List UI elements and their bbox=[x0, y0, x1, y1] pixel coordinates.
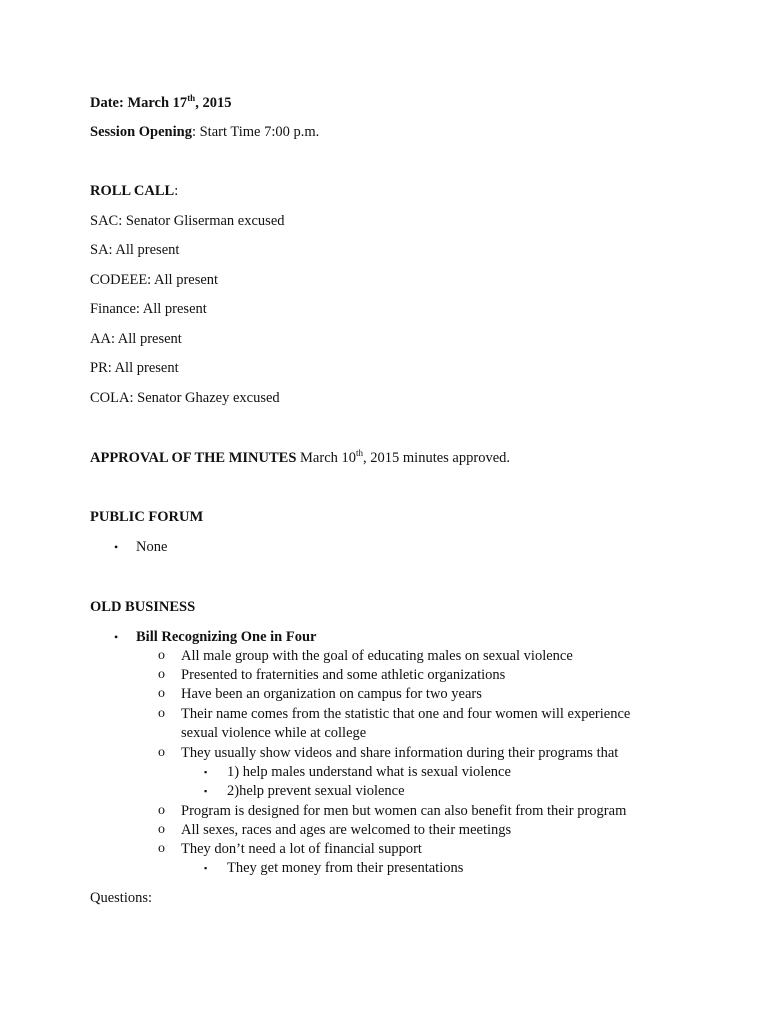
roll-call-entry: SA: All present bbox=[90, 242, 180, 258]
bill-point: They usually show videos and share information during their programs that bbox=[181, 745, 619, 761]
old-business-heading: OLD BUSINESS bbox=[90, 599, 196, 615]
questions-label: Questions: bbox=[90, 890, 153, 906]
session-label: Session Opening bbox=[90, 124, 192, 140]
date-superscript: th bbox=[187, 93, 196, 103]
roll-call-entry: Finance: All present bbox=[90, 301, 207, 317]
bill-point: All male group with the goal of educating males on sexual violence bbox=[181, 648, 573, 664]
public-forum-heading: PUBLIC FORUM bbox=[90, 509, 204, 525]
bill-title: Bill Recognizing One in Four bbox=[136, 629, 317, 645]
approval-text: March 10 bbox=[296, 450, 356, 466]
session-opening bbox=[90, 123, 319, 141]
bill-point: Have been an organization on campus for two years bbox=[181, 686, 482, 702]
square-bullet-icon: ▪ bbox=[204, 767, 208, 777]
roll-call-title: ROLL CALL bbox=[90, 183, 175, 199]
circle-bullet-icon: o bbox=[158, 667, 165, 682]
bill-sub-point: They get money from their presentations bbox=[227, 860, 464, 876]
circle-bullet-icon: o bbox=[158, 686, 165, 701]
approval-heading: APPROVAL OF THE MINUTES bbox=[90, 450, 297, 466]
bill-point: Program is designed for men but women can also benefit from their program bbox=[181, 803, 627, 819]
bill-point: All sexes, races and ages are welcomed to their meetings bbox=[181, 822, 512, 838]
square-bullet-icon: ▪ bbox=[204, 863, 208, 873]
date-label: Date: March 17 bbox=[90, 95, 188, 111]
public-forum-item: None bbox=[136, 539, 168, 555]
square-bullet-icon: ▪ bbox=[204, 786, 208, 796]
circle-bullet-icon: o bbox=[158, 841, 165, 856]
circle-bullet-icon: o bbox=[158, 803, 165, 818]
bill-point-continuation: sexual violence while at college bbox=[181, 725, 367, 741]
circle-bullet-icon: o bbox=[158, 822, 165, 837]
roll-call-colon: : bbox=[174, 183, 179, 199]
approval-of-minutes bbox=[90, 449, 510, 467]
bill-point: They don’t need a lot of financial support bbox=[181, 841, 422, 857]
roll-call-entry: PR: All present bbox=[90, 360, 179, 376]
approval-text-tail: , 2015 minutes approved. bbox=[363, 450, 511, 466]
roll-call-heading bbox=[90, 182, 178, 200]
bill-sub-point: 1) help males understand what is sexual violence bbox=[227, 764, 511, 780]
circle-bullet-icon: o bbox=[158, 648, 165, 663]
circle-bullet-icon: o bbox=[158, 745, 165, 760]
roll-call-entry: AA: All present bbox=[90, 331, 182, 347]
session-value: : Start Time 7:00 p.m. bbox=[191, 124, 320, 140]
approval-superscript: th bbox=[356, 448, 364, 458]
bullet-icon: • bbox=[114, 540, 119, 554]
roll-call-entry: CODEEE: All present bbox=[90, 272, 219, 288]
bill-point: Presented to fraternities and some athletic organizations bbox=[181, 667, 506, 683]
roll-call-entry: SAC: Senator Gliserman excused bbox=[90, 213, 285, 229]
bill-point: Their name comes from the statistic that one and four women will experience bbox=[181, 706, 631, 722]
meeting-date bbox=[90, 94, 231, 112]
circle-bullet-icon: o bbox=[158, 706, 165, 721]
roll-call-entry: COLA: Senator Ghazey excused bbox=[90, 390, 280, 406]
bill-sub-point: 2)help prevent sexual violence bbox=[227, 783, 405, 799]
date-year: , 2015 bbox=[195, 95, 232, 111]
bullet-icon: • bbox=[114, 630, 119, 644]
